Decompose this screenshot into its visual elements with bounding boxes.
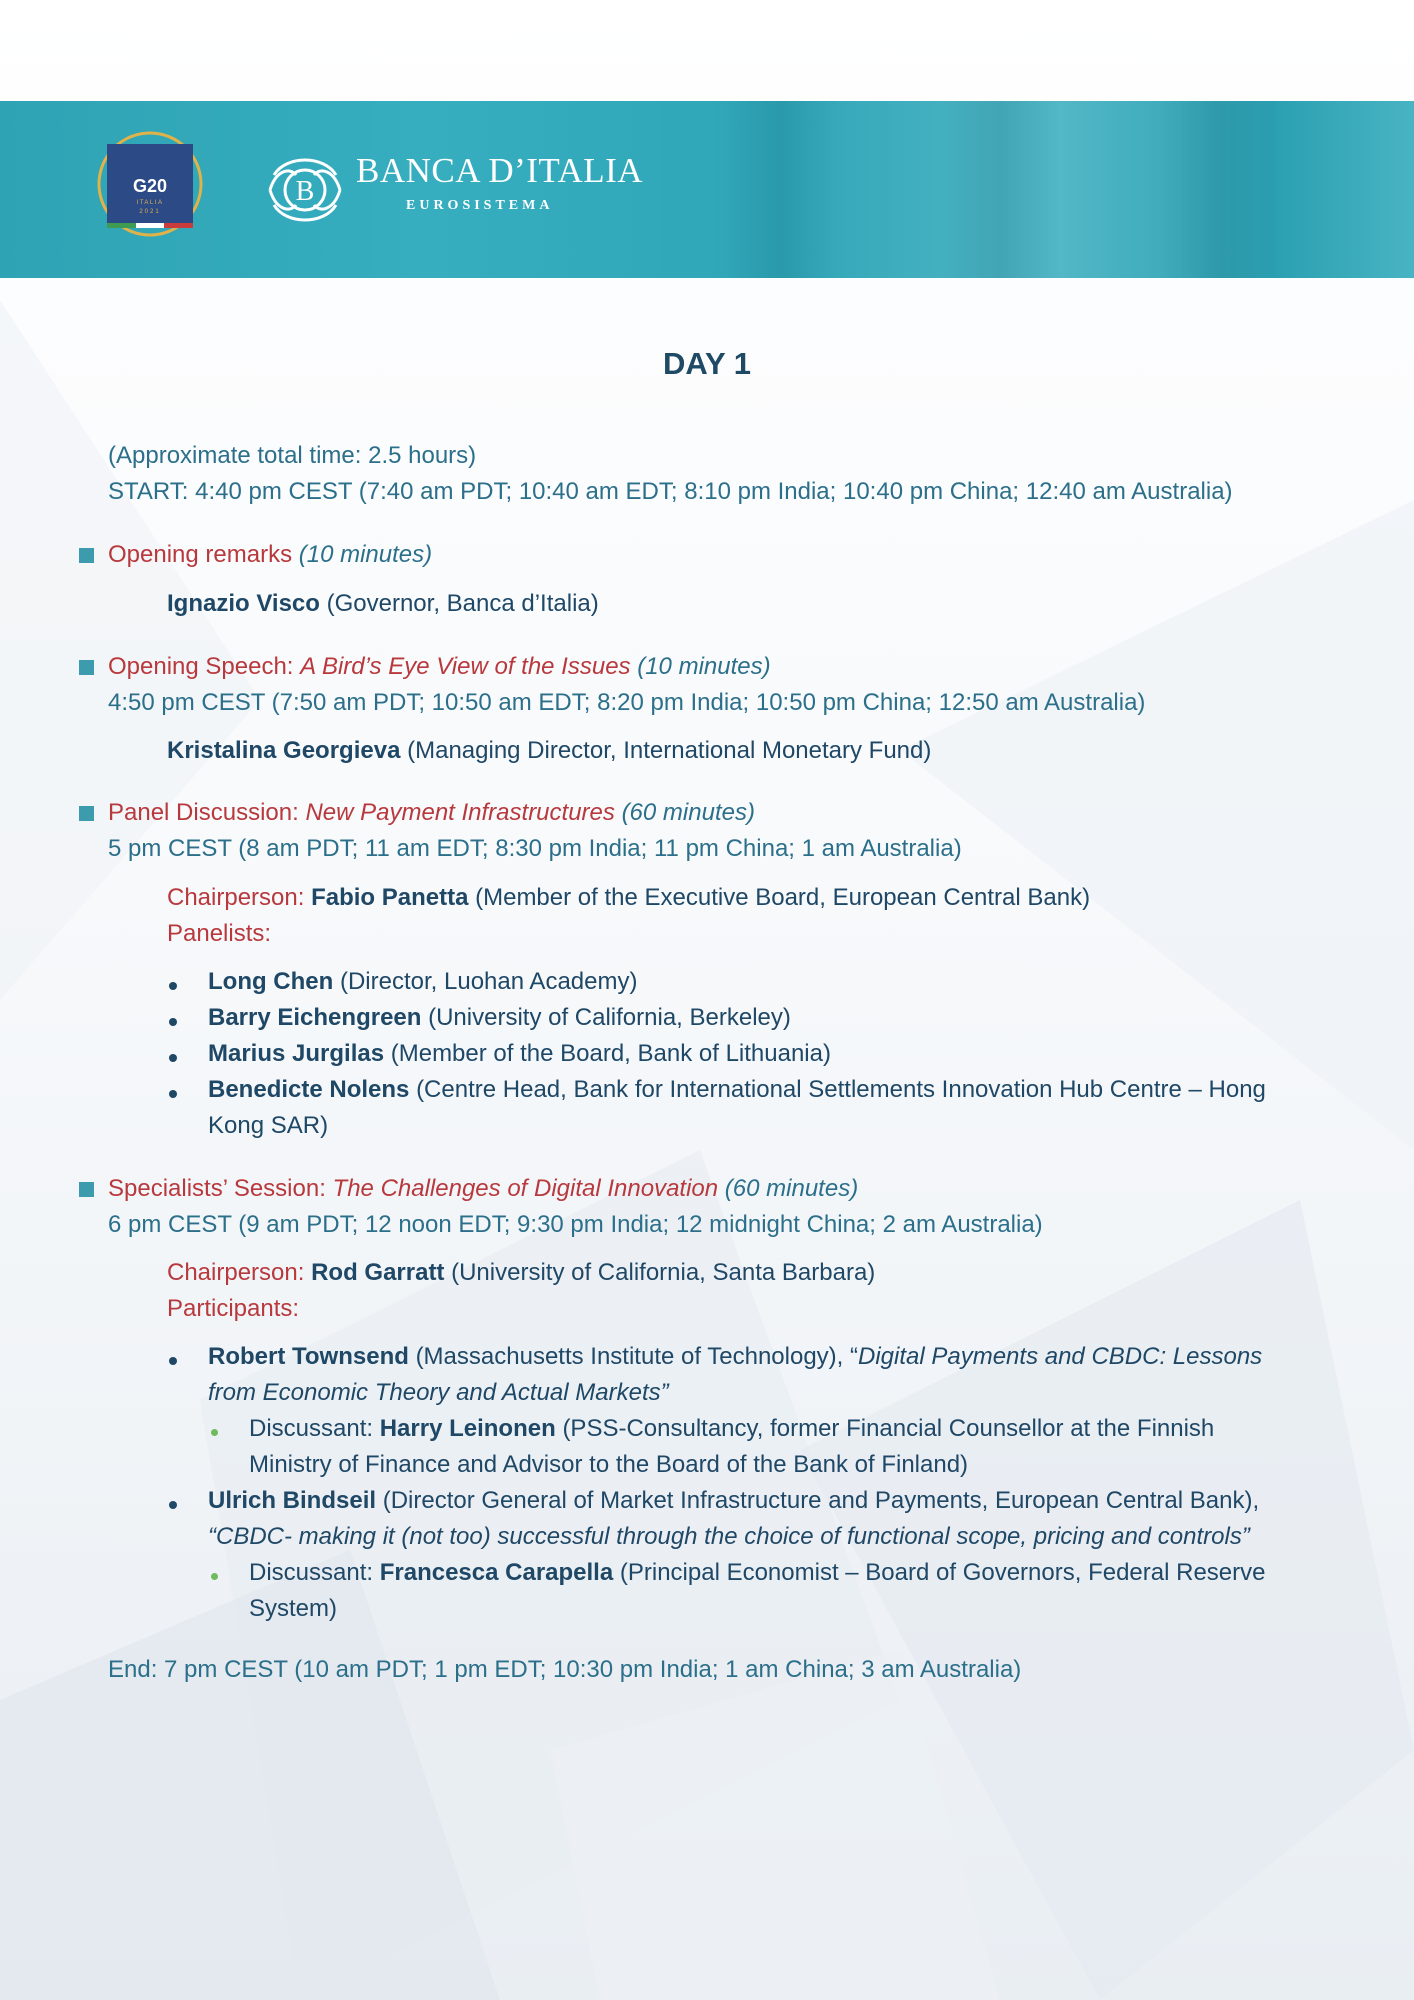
opening-remarks-heading [108,537,432,573]
chair-role: (Member of the Executive Board, European Central Bank) [475,884,1091,911]
paper-title-continued: from Economic Theory and Actual Markets” [208,1379,669,1406]
opening-speech-duration: (10 minutes) [637,653,771,680]
panelist-name: Marius Jurgilas [208,1040,385,1067]
section-bullet-icon [79,660,94,675]
panelists-label: Panelists: [167,920,272,947]
opening-speech-time: 4:50 pm CEST (7:50 am PDT; 10:50 am EDT; 8:20 pm India; 10:50 pm China; 12:50 am Australia) [108,689,1146,716]
list-item [208,1339,1262,1375]
speaker-role: (Managing Director, International Monetary Fund) [407,737,932,764]
panelist-name: Benedicte Nolens [208,1076,410,1103]
discussant [249,1411,1214,1447]
opening-remarks-speaker [167,586,599,622]
speaker-name: Kristalina Georgieva [167,737,401,764]
panel-time: 5 pm CEST (8 am PDT; 11 am EDT; 8:30 pm India; 11 pm China; 1 am Australia) [108,835,962,862]
participants-label: Participants: [167,1295,300,1322]
panel-chair [167,880,1090,916]
specialists-chair [167,1255,875,1291]
chair-label: Chairperson: [167,1259,305,1286]
discussant [249,1555,1265,1591]
panelist-name: Long Chen [208,968,334,995]
specialists-time: 6 pm CEST (9 am PDT; 12 noon EDT; 9:30 pm India; 12 midnight China; 2 am Australia) [108,1211,1043,1238]
list-item [208,1072,1266,1108]
list-bullet-icon [169,982,177,990]
panelist-role: (Centre Head, Bank for International Settlements Innovation Hub Centre – Hong [416,1076,1266,1103]
discussant-role-continued: Ministry of Finance and Advisor to the Board of the Bank of Finland) [249,1451,969,1478]
discussant-label: Discussant: [249,1415,374,1442]
section-bullet-icon [79,548,94,563]
chair-name: Rod Garratt [311,1259,445,1286]
chair-role: (University of California, Santa Barbara) [451,1259,876,1286]
page-title: DAY 1 [663,346,751,381]
list-bullet-icon [169,1018,177,1026]
bank-name: BANCA D’ITALIA [356,151,644,190]
section-bullet-icon [79,1182,94,1197]
participant-affiliation: (Director General of Market Infrastructure and Payments, European Central Bank), [382,1487,1260,1514]
discussant-name: Francesca Carapella [379,1559,614,1586]
specialists-duration: (60 minutes) [724,1175,859,1202]
panelist-role-continued: Kong SAR) [208,1112,329,1139]
speaker-role: (Governor, Banca d’Italia) [326,590,599,617]
bank-subtitle: EUROSISTEMA [406,198,554,213]
panel-heading [108,795,755,831]
list-bullet-icon [169,1357,177,1365]
list-item [208,1000,791,1036]
list-bullet-icon [169,1054,177,1062]
paper-title: Digital Payments and CBDC: Lessons [858,1343,1263,1370]
start-time: START: 4:40 pm CEST (7:40 am PDT; 10:40 am EDT; 8:10 pm India; 10:40 pm China; 12:40 am Australia) [108,478,1233,505]
panel-title: New Payment Infrastructures [305,799,615,826]
opening-speech-title: A Bird’s Eye View of the Issues [300,653,631,680]
specialists-label: Specialists’ Session: [108,1175,326,1202]
discussant-role: (PSS-Consultancy, former Financial Counsellor at the Finnish [562,1415,1215,1442]
panelist-role: (University of California, Berkeley) [428,1004,791,1031]
svg-text:B: B [295,176,315,207]
opening-speech-label: Opening Speech: [108,653,294,680]
discussant-name: Harry Leinonen [379,1415,556,1442]
list-bullet-icon [169,1501,177,1509]
sub-bullet-icon [211,1429,218,1436]
participant-name: Robert Townsend [208,1343,409,1370]
approximate-time: (Approximate total time: 2.5 hours) [108,442,477,469]
specialists-heading [108,1171,858,1207]
chair-label: Chairperson: [167,884,305,911]
sub-bullet-icon [211,1573,218,1580]
g20-logo-sub: ITALIA [136,200,164,206]
speaker-name: Ignazio Visco [167,590,320,617]
list-item [208,1483,1259,1519]
paper-title: “CBDC- making it (not too) successful through the choice of functional scope, pricing and controls” [208,1523,1250,1550]
panelist-role: (Member of the Board, Bank of Lithuania) [390,1040,831,1067]
panelist-role: (Director, Luohan Academy) [339,968,638,995]
participant-name: Ulrich Bindseil [208,1487,377,1514]
panel-duration: (60 minutes) [621,799,755,826]
discussant-role-continued: System) [249,1595,338,1622]
section-bullet-icon [79,806,94,821]
discussant-role: (Principal Economist – Board of Governors, Federal Reserve [619,1559,1266,1586]
list-item [208,964,637,1000]
end-time: End: 7 pm CEST (10 am PDT; 1 pm EDT; 10:30 pm India; 1 am China; 3 am Australia) [108,1656,1022,1683]
g20-logo-text: G20 [132,176,168,196]
list-item [208,1036,831,1072]
panel-label: Panel Discussion: [108,799,299,826]
opening-remarks-duration: (10 minutes) [298,541,433,568]
participant-affiliation: (Massachusetts Institute of Technology), “ [415,1343,858,1370]
specialists-title: The Challenges of Digital Innovation [332,1175,719,1202]
panelist-name: Barry Eichengreen [208,1004,422,1031]
list-bullet-icon [169,1090,177,1098]
opening-remarks-label: Opening remarks [108,541,293,568]
chair-name: Fabio Panetta [311,884,469,911]
discussant-label: Discussant: [249,1559,374,1586]
opening-speech-speaker [167,733,931,769]
g20-logo-year: 2021 [139,209,161,215]
opening-speech-heading [108,649,771,685]
